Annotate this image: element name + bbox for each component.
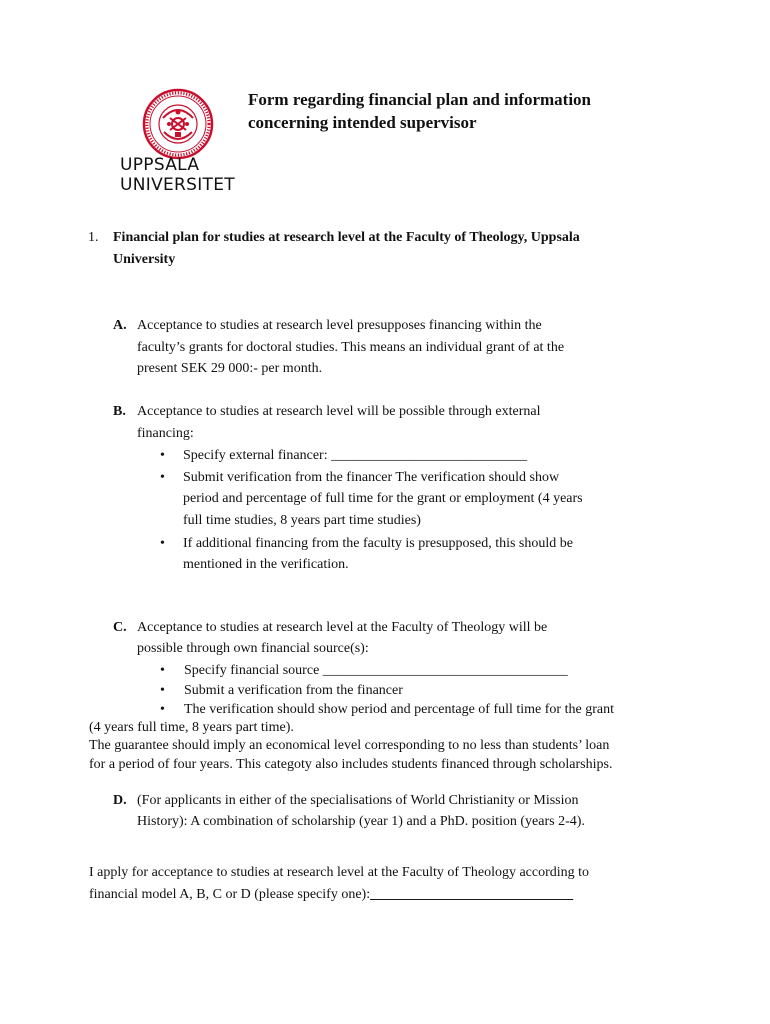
option-b-line-1: Acceptance to studies at research level will be possible through external [137,404,541,419]
apply-line-2 [89,886,573,904]
option-c-bullet-2: Submit a verification from the financer [184,683,403,698]
option-a-line-1: Acceptance to studies at research level presupposes financing within the [137,318,542,333]
option-d-letter: D. [113,793,127,808]
option-b-bullet-1: Specify external financer: ____________________________ [183,448,528,463]
option-c-bullet-2-glyph: • [160,683,165,698]
uppsala-seal-logo [142,88,214,160]
option-b-bullet-2-line-1: Submit verification from the financer The verification should show [183,470,560,485]
option-c-continuation-2: The guarantee should imply an economical level corresponding to no less than students’ loan [89,738,610,753]
option-c-bullet-1: Specify financial source ___________________________________ [184,663,568,678]
option-b-letter: B. [113,404,126,419]
option-b-bullet-3-line-1: If additional financing from the faculty is presupposed, this should be [183,536,573,551]
option-c-bullet-3-glyph: • [160,702,165,717]
option-c-bullet-3: The verification should show period and percentage of full time for the grant [184,702,614,717]
option-c-line-2: possible through own financial source(s): [137,641,369,656]
university-name-logo [120,155,235,195]
option-a-letter: A. [113,318,127,333]
option-b-bullet-2-line-2: period and percentage of full time for the grant or employment (4 years [183,491,583,506]
logo-line-2: UNIVERSITET [120,175,235,195]
option-c-letter: C. [113,620,127,635]
option-b-bullet-3-line-2: mentioned in the verification. [183,557,349,572]
option-c-continuation-1: (4 years full time, 8 years part time). [89,720,294,735]
option-c-line-1: Acceptance to studies at research level at the Faculty of Theology will be [137,620,548,635]
option-c-continuation-3: for a period of four years. This categoty also includes students financed through scholarships. [89,757,613,772]
title-line-2: concerning intended supervisor [248,113,477,132]
option-a-line-3: present SEK 29 000:- per month. [137,361,323,376]
section-heading-line-2: University [113,252,176,267]
financial-model-answer-field[interactable]: _____________________________ [370,887,574,902]
option-b-bullet-1-glyph: • [160,448,165,463]
option-b-bullet-2-line-3: full time studies, 8 years part time studies) [183,513,421,528]
option-d-line-2: History): A combination of scholarship (year 1) and a PhD. position (years 2-4). [137,814,585,829]
section-heading-line-1: Financial plan for studies at research level at the Faculty of Theology, Uppsala [113,230,580,245]
logo-line-1: UPPSALA [120,155,200,175]
option-b-bullet-2-glyph: • [160,470,165,485]
apply-line-1: I apply for acceptance to studies at research level at the Faculty of Theology according to [89,865,590,880]
option-a-line-2: faculty’s grants for doctoral studies. This means an individual grant of at the [137,340,565,355]
apply-line-2-text: financial model A, B, C or D (please specify one): [89,887,371,902]
title-line-1: Form regarding financial plan and information [248,90,592,109]
form-title [248,88,591,134]
section-number: 1. [88,230,99,245]
option-c-bullet-1-glyph: • [160,663,165,678]
option-b-bullet-3-glyph: • [160,536,165,551]
option-b-line-2: financing: [137,426,194,441]
option-d-line-1: (For applicants in either of the specialisations of World Christianity or Mission [137,793,579,808]
